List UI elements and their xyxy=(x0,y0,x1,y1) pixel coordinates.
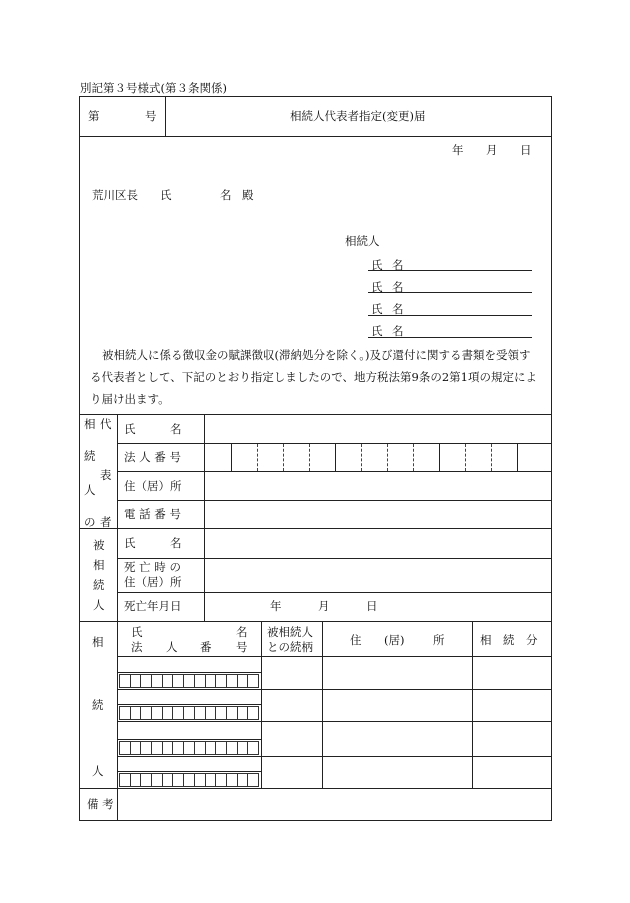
heir-entry-1[interactable] xyxy=(117,656,261,689)
heir-line-1-label-1: 氏 xyxy=(371,258,383,272)
heirs-col-relation-1: 被相続人 xyxy=(267,625,313,639)
decedent-name-field[interactable] xyxy=(205,529,551,557)
heirs-col-relation-2: との続柄 xyxy=(267,640,313,654)
date-year: 年 xyxy=(452,143,464,157)
heirs-vertical-1: 相 xyxy=(92,635,104,649)
rep-name-field[interactable] xyxy=(205,415,551,442)
heir-line-3-label-1: 氏 xyxy=(371,302,383,316)
decedent-name-label: 氏 名 xyxy=(124,536,182,550)
rep-name-label: 氏 名 xyxy=(124,422,182,436)
rep-phone-field[interactable] xyxy=(205,501,551,527)
rep-corp-no-label: 法 人 番 号 xyxy=(124,450,181,464)
heir-line-2-label-1: 氏 xyxy=(371,280,383,294)
date-month: 月 xyxy=(486,143,498,157)
heir-corp-boxes-4[interactable] xyxy=(119,773,259,787)
heir-line-2-label-2: 名 xyxy=(392,280,404,294)
heir-line-1-underline[interactable] xyxy=(368,270,532,271)
addressee-name-2: 名 xyxy=(220,188,232,202)
heirs-col-corp-1: 法 xyxy=(131,640,143,654)
decedent-vertical-4: 人 xyxy=(93,598,105,612)
rep-phone-label: 電 話 番 号 xyxy=(124,507,181,521)
heir-line-4-label-1: 氏 xyxy=(371,324,383,338)
heir-line-2-underline[interactable] xyxy=(368,292,532,293)
addressee-honorific: 殿 xyxy=(242,188,254,202)
decedent-date-month: 月 xyxy=(318,599,330,613)
heirs-col-corp-2: 人 xyxy=(166,640,178,654)
heir-corp-boxes-1[interactable] xyxy=(119,674,259,688)
form-label: 別記第３号様式(第３条関係) xyxy=(80,81,227,95)
heirs-col-corp-4: 号 xyxy=(236,640,248,654)
heir-corp-boxes-3[interactable] xyxy=(119,741,259,755)
heir-corp-boxes-2[interactable] xyxy=(119,706,259,720)
rep-vertical-b-3: 者 xyxy=(100,515,112,529)
header-no-prefix: 第 xyxy=(88,109,100,123)
heir-line-1-label-2: 名 xyxy=(392,258,404,272)
decedent-date-day: 日 xyxy=(366,599,378,613)
body-text-line-3: り届け出ます。 xyxy=(90,392,170,406)
rep-corp-no-field[interactable] xyxy=(205,444,551,470)
heirs-col-share: 相 続 分 xyxy=(480,633,538,647)
heir-entry-2[interactable] xyxy=(117,689,261,721)
decedent-death-date-label: 死亡年月日 xyxy=(124,599,182,613)
rep-vertical-a-3: 人 xyxy=(84,483,96,497)
heirs-col-name-2: 名 xyxy=(236,625,248,639)
heir-line-3-label-2: 名 xyxy=(392,302,404,316)
decedent-address-field[interactable] xyxy=(205,559,551,591)
rep-vertical-a-2: 続 xyxy=(84,449,96,463)
decedent-vertical-2: 相 xyxy=(93,558,105,572)
rep-vertical-b-2: 表 xyxy=(100,468,112,482)
heir-line-4-underline[interactable] xyxy=(368,337,532,338)
remarks-field[interactable] xyxy=(118,789,551,820)
heir-entry-4[interactable] xyxy=(117,756,261,788)
date-day: 日 xyxy=(520,143,532,157)
heir-line-4-label-2: 名 xyxy=(392,324,404,338)
header-no-suffix: 号 xyxy=(145,109,157,123)
decedent-death-addr-label-2: 住（居）所 xyxy=(124,575,182,589)
addressee-office: 荒川区長 xyxy=(92,188,138,202)
decedent-death-addr-label-1: 死 亡 時 の xyxy=(124,560,181,574)
rep-address-label: 住（居）所 xyxy=(124,479,182,493)
body-text-line-1: 被相続人に係る徴収金の賦課徴収(滞納処分を除く。)及び還付に関する書類を受領す xyxy=(102,348,531,362)
rep-address-field[interactable] xyxy=(205,472,551,499)
heirs-col-address-3: 所 xyxy=(433,633,445,647)
addressee-name-1: 氏 xyxy=(160,188,172,202)
decedent-death-date-field[interactable] xyxy=(205,593,551,620)
heirs-col-address-1: 住 xyxy=(350,633,362,647)
heirs-header: 相続人 xyxy=(345,234,380,248)
heirs-col-corp-3: 番 xyxy=(200,640,212,654)
remarks-label: 備 考 xyxy=(87,797,114,811)
rep-vertical-b-1: 代 xyxy=(100,417,112,431)
rep-vertical-a-4: の xyxy=(84,515,96,529)
heirs-vertical-3: 人 xyxy=(92,764,104,778)
body-text-line-2: る代表者として、下記のとおり指定しましたので、地方税法第9条の2第1項の規定によ xyxy=(90,370,537,384)
decedent-vertical-3: 続 xyxy=(93,578,105,592)
decedent-date-year: 年 xyxy=(270,599,282,613)
heirs-col-name-1: 氏 xyxy=(131,625,143,639)
heirs-col-address-2: (居) xyxy=(384,633,405,647)
rep-vertical-a-1: 相 xyxy=(84,417,96,431)
form-title: 相続人代表者指定(変更)届 xyxy=(290,109,426,123)
heirs-vertical-2: 続 xyxy=(92,698,104,712)
decedent-vertical-1: 被 xyxy=(93,538,105,552)
heir-line-3-underline[interactable] xyxy=(368,315,532,316)
heir-entry-3[interactable] xyxy=(117,721,261,756)
